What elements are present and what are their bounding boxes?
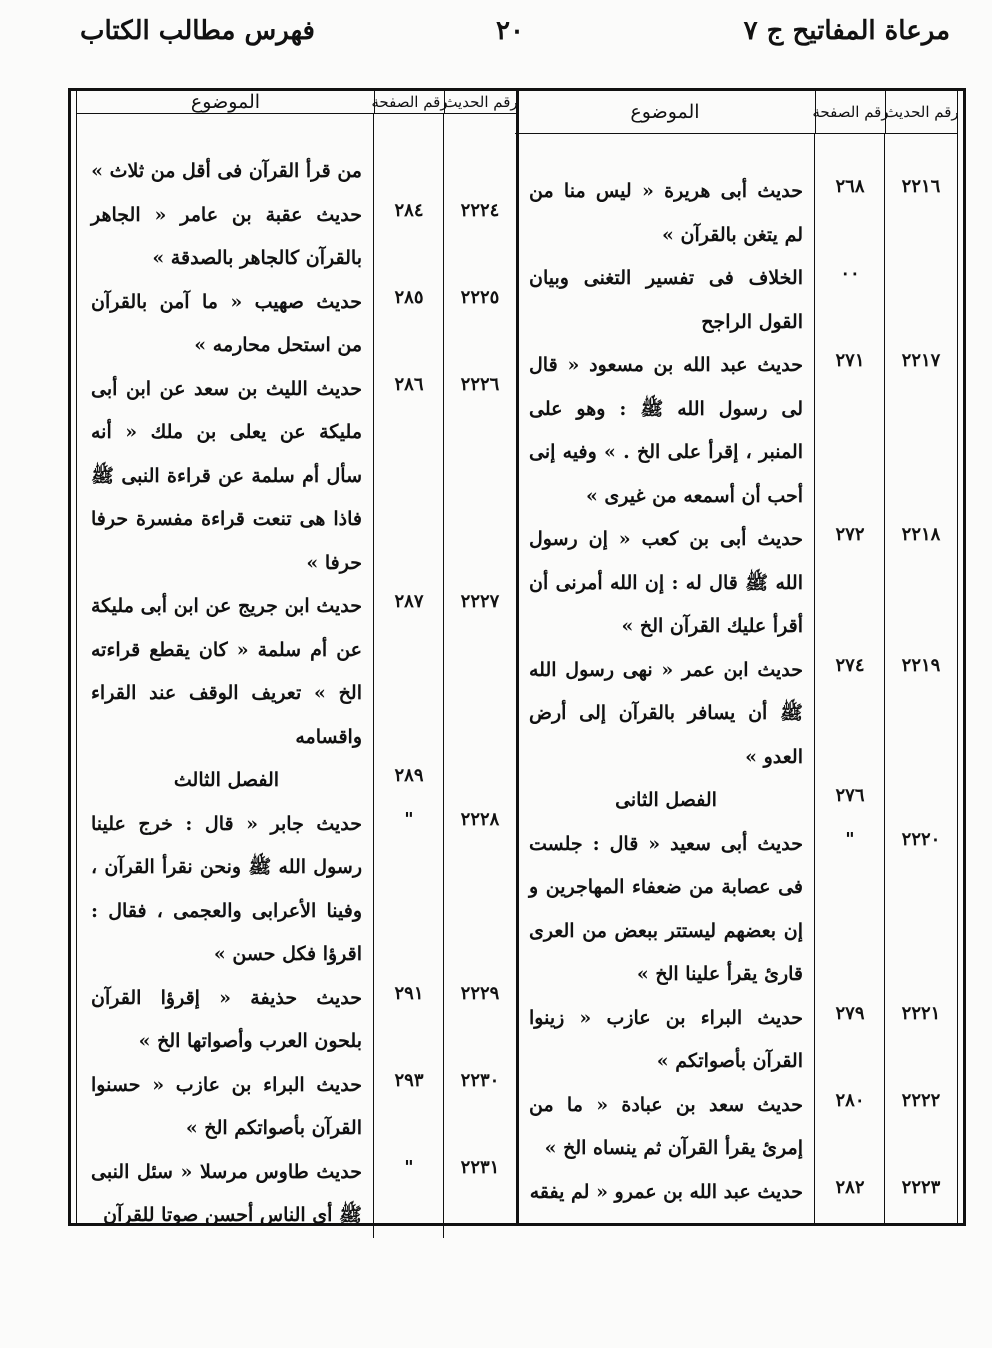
topic-text: حديث أبى هريرة « ليس منا من لم يتغن بالقرآن » [529, 180, 803, 246]
page-number-cell: ٢٨٢ [835, 1176, 865, 1198]
page-number-cell: ٢٧٦ [835, 785, 865, 806]
topic-text: حديث عبد الله بن مسعود « قال لى رسول الله ﷺ : وهو على المنبر ، إقرأ على الخ . » وفيه إنى أحب أن أسمعه من غيرى » [529, 354, 803, 507]
section-heading-row [77, 759, 516, 803]
index-entry-row [515, 170, 957, 257]
page-number-header: رقم الصفحة [371, 93, 448, 111]
index-entry-row [77, 368, 516, 586]
topic-header: الموضوع [630, 101, 700, 123]
hadith-number [444, 150, 516, 194]
hadith-number [885, 779, 957, 823]
topic-text: حديث صهيب « ما آمن بالقرآن من استحل محارمه » [91, 290, 362, 356]
right-header-row [515, 91, 957, 134]
topic-text: حديث الليث بن سعد عن ابن أبى مليكة عن يعلى بن ملك « أنه سأل أم سلمة عن قراءة النبى ﷺ فاذا هى تنعت قراءة مفسرة حرفا حرفا » [91, 377, 362, 574]
right-column-table [515, 91, 957, 1223]
right-rows [515, 134, 957, 1223]
hadith-number: ٢٢٢١ [901, 1002, 941, 1024]
hadith-number: ٢٢٢٧ [460, 591, 500, 612]
index-entry-row [77, 1151, 516, 1238]
page-header [70, 16, 950, 60]
page-number-cell: ٠٠ [840, 263, 860, 284]
hadith-number: ٢٢٢٣ [901, 1176, 941, 1198]
page-number-cell: " [845, 828, 855, 850]
index-entry-row [77, 194, 516, 281]
page-number-cell: " [404, 808, 414, 830]
book-title: مرعاة المفاتيح ج ٧ [743, 16, 950, 46]
page-number-cell: ٢٩٣ [394, 1069, 424, 1091]
index-entry-row [515, 344, 957, 518]
index-entry-row [515, 1084, 957, 1171]
page-number-cell: ٢٧٤ [835, 654, 865, 676]
hadith-number: ٢٢١٨ [901, 524, 941, 545]
left-column-table [77, 91, 519, 1226]
topic-header: الموضوع [190, 91, 261, 113]
hadith-number-header: رقم الحديث [885, 91, 957, 133]
page-number-cell: ٢٦٨ [835, 176, 865, 197]
page-number-cell: ٢٧٢ [835, 524, 865, 545]
hadith-number: ٢٢٢٢ [901, 1089, 941, 1111]
page-number-cell: " [404, 1156, 414, 1178]
hadith-number: ٢٢٢٠ [901, 828, 941, 850]
hadith-number: ٢٢٢٨ [460, 808, 500, 830]
section-heading-row [515, 779, 957, 823]
index-entry-row [77, 803, 516, 977]
index-entry-row [515, 518, 957, 649]
hadith-number [885, 257, 957, 344]
topic-text: حديث البراء بن عازب « زينوا القرآن بأصواتكم » [529, 1006, 803, 1072]
hadith-number: ٢٢٢٥ [460, 286, 500, 308]
topic-text: حديث طاوس مرسلا « سئل النبى ﷺ أى الناس أحسن صوتا للقرآن [91, 1160, 362, 1226]
index-entry-row [515, 997, 957, 1084]
page-number-cell: ٢٩١ [394, 982, 424, 1004]
hadith-number: ٢٢٢٤ [460, 199, 500, 221]
index-entry-row [77, 150, 516, 194]
index-title: فهرس مطالب الكتاب [80, 16, 315, 46]
index-entry-row [77, 1064, 516, 1151]
topic-text: حديث ابن جريج عن ابن أبى مليكة عن أم سلمة « كان يقطع قراءته الخ » تعريف الوقف عند القراء واقسامه [91, 595, 362, 748]
topic-text: حديث ابن عمر « نهى رسول الله ﷺ أن يسافر بالقرآن إلى أرض العدو » [529, 658, 803, 768]
hadith-number: ٢٢٢٩ [460, 982, 500, 1004]
index-entry-row [77, 977, 516, 1064]
index-table [68, 88, 966, 1226]
index-entry-row [515, 823, 957, 997]
page-number-cell: ٢٧٩ [835, 1002, 865, 1024]
index-entry-row [515, 649, 957, 780]
left-header-row [77, 91, 516, 114]
topic-text: حديث أبى سعيد « قال : جلست فى عصابة من ضعفاء المهاجرين و إن بعضهم ليستتر ببعض من العرى قارئ يقرأ علينا الخ » [529, 832, 803, 985]
page-number-cell: ٢٧١ [835, 350, 865, 371]
page-number-cell [374, 150, 444, 194]
section-heading: الفصل الثانى [615, 789, 717, 811]
hadith-number: ٢٢٣١ [460, 1156, 500, 1178]
page-number: ٢٠ [496, 16, 524, 46]
page-number-cell: ٢٨٠ [835, 1089, 865, 1111]
topic-text: الخلاف فى تفسير التغنى وبيان القول الراجح [529, 267, 803, 333]
page-number-header: رقم الصفحة [815, 91, 885, 133]
hadith-number: ٢٢٢٦ [460, 373, 500, 395]
left-rows [77, 114, 516, 1238]
topic-text: حديث البراء بن عازب « حسنوا القرآن بأصواتكم الخ » [91, 1073, 362, 1139]
hadith-number: ٢٢١٧ [901, 350, 941, 371]
section-heading: الفصل الثالث [173, 769, 280, 791]
hadith-number: ٢٢١٦ [901, 176, 941, 197]
topic-text: حديث عبد الله بن عمرو « لم يفقه [529, 1180, 803, 1203]
topic-text: حديث سعد بن عبادة « ما من إمرئ يقرأ القرآن ثم ينساه الخ » [529, 1093, 803, 1159]
topic-text: حديث أبى بن كعب « إن رسول الله ﷺ قال له : إن الله أمرنى أن أقرأ عليك القرآن الخ » [529, 528, 803, 637]
topic-text: من قرأ القرآن فى أقل من ثلاث » [91, 160, 362, 182]
topic-text: حديث حذيفة « إقرؤا القرآن بلحون العرب وأصواتها الخ » [91, 986, 362, 1052]
hadith-number-header: رقم الحديث [443, 93, 518, 111]
index-entry-row [77, 281, 516, 368]
index-entry-row [515, 257, 957, 344]
page-number-cell: ٢٨٧ [394, 591, 424, 612]
index-entry-row [515, 1171, 957, 1215]
index-entry-row [77, 585, 516, 759]
topic-text: حديث عقبة بن عامر « الجاهر بالقرآن كالجاهر بالصدقة » [91, 203, 362, 269]
topic-text: حديث جابر « قال : خرج علينا رسول الله ﷺ ونحن نقرأ القرآن ، وفينا الأعرابى والعجمى ، فقال : اقرؤا فكل حسن » [91, 812, 362, 965]
page-number-cell: ٢٨٩ [394, 765, 424, 786]
page-number-cell: ٢٨٤ [394, 199, 424, 221]
hadith-number [444, 759, 516, 803]
page-number-cell: ٢٨٥ [394, 286, 424, 308]
hadith-number: ٢٢٣٠ [460, 1069, 500, 1091]
hadith-number: ٢٢١٩ [901, 654, 941, 676]
page-number-cell: ٢٨٦ [394, 373, 424, 395]
